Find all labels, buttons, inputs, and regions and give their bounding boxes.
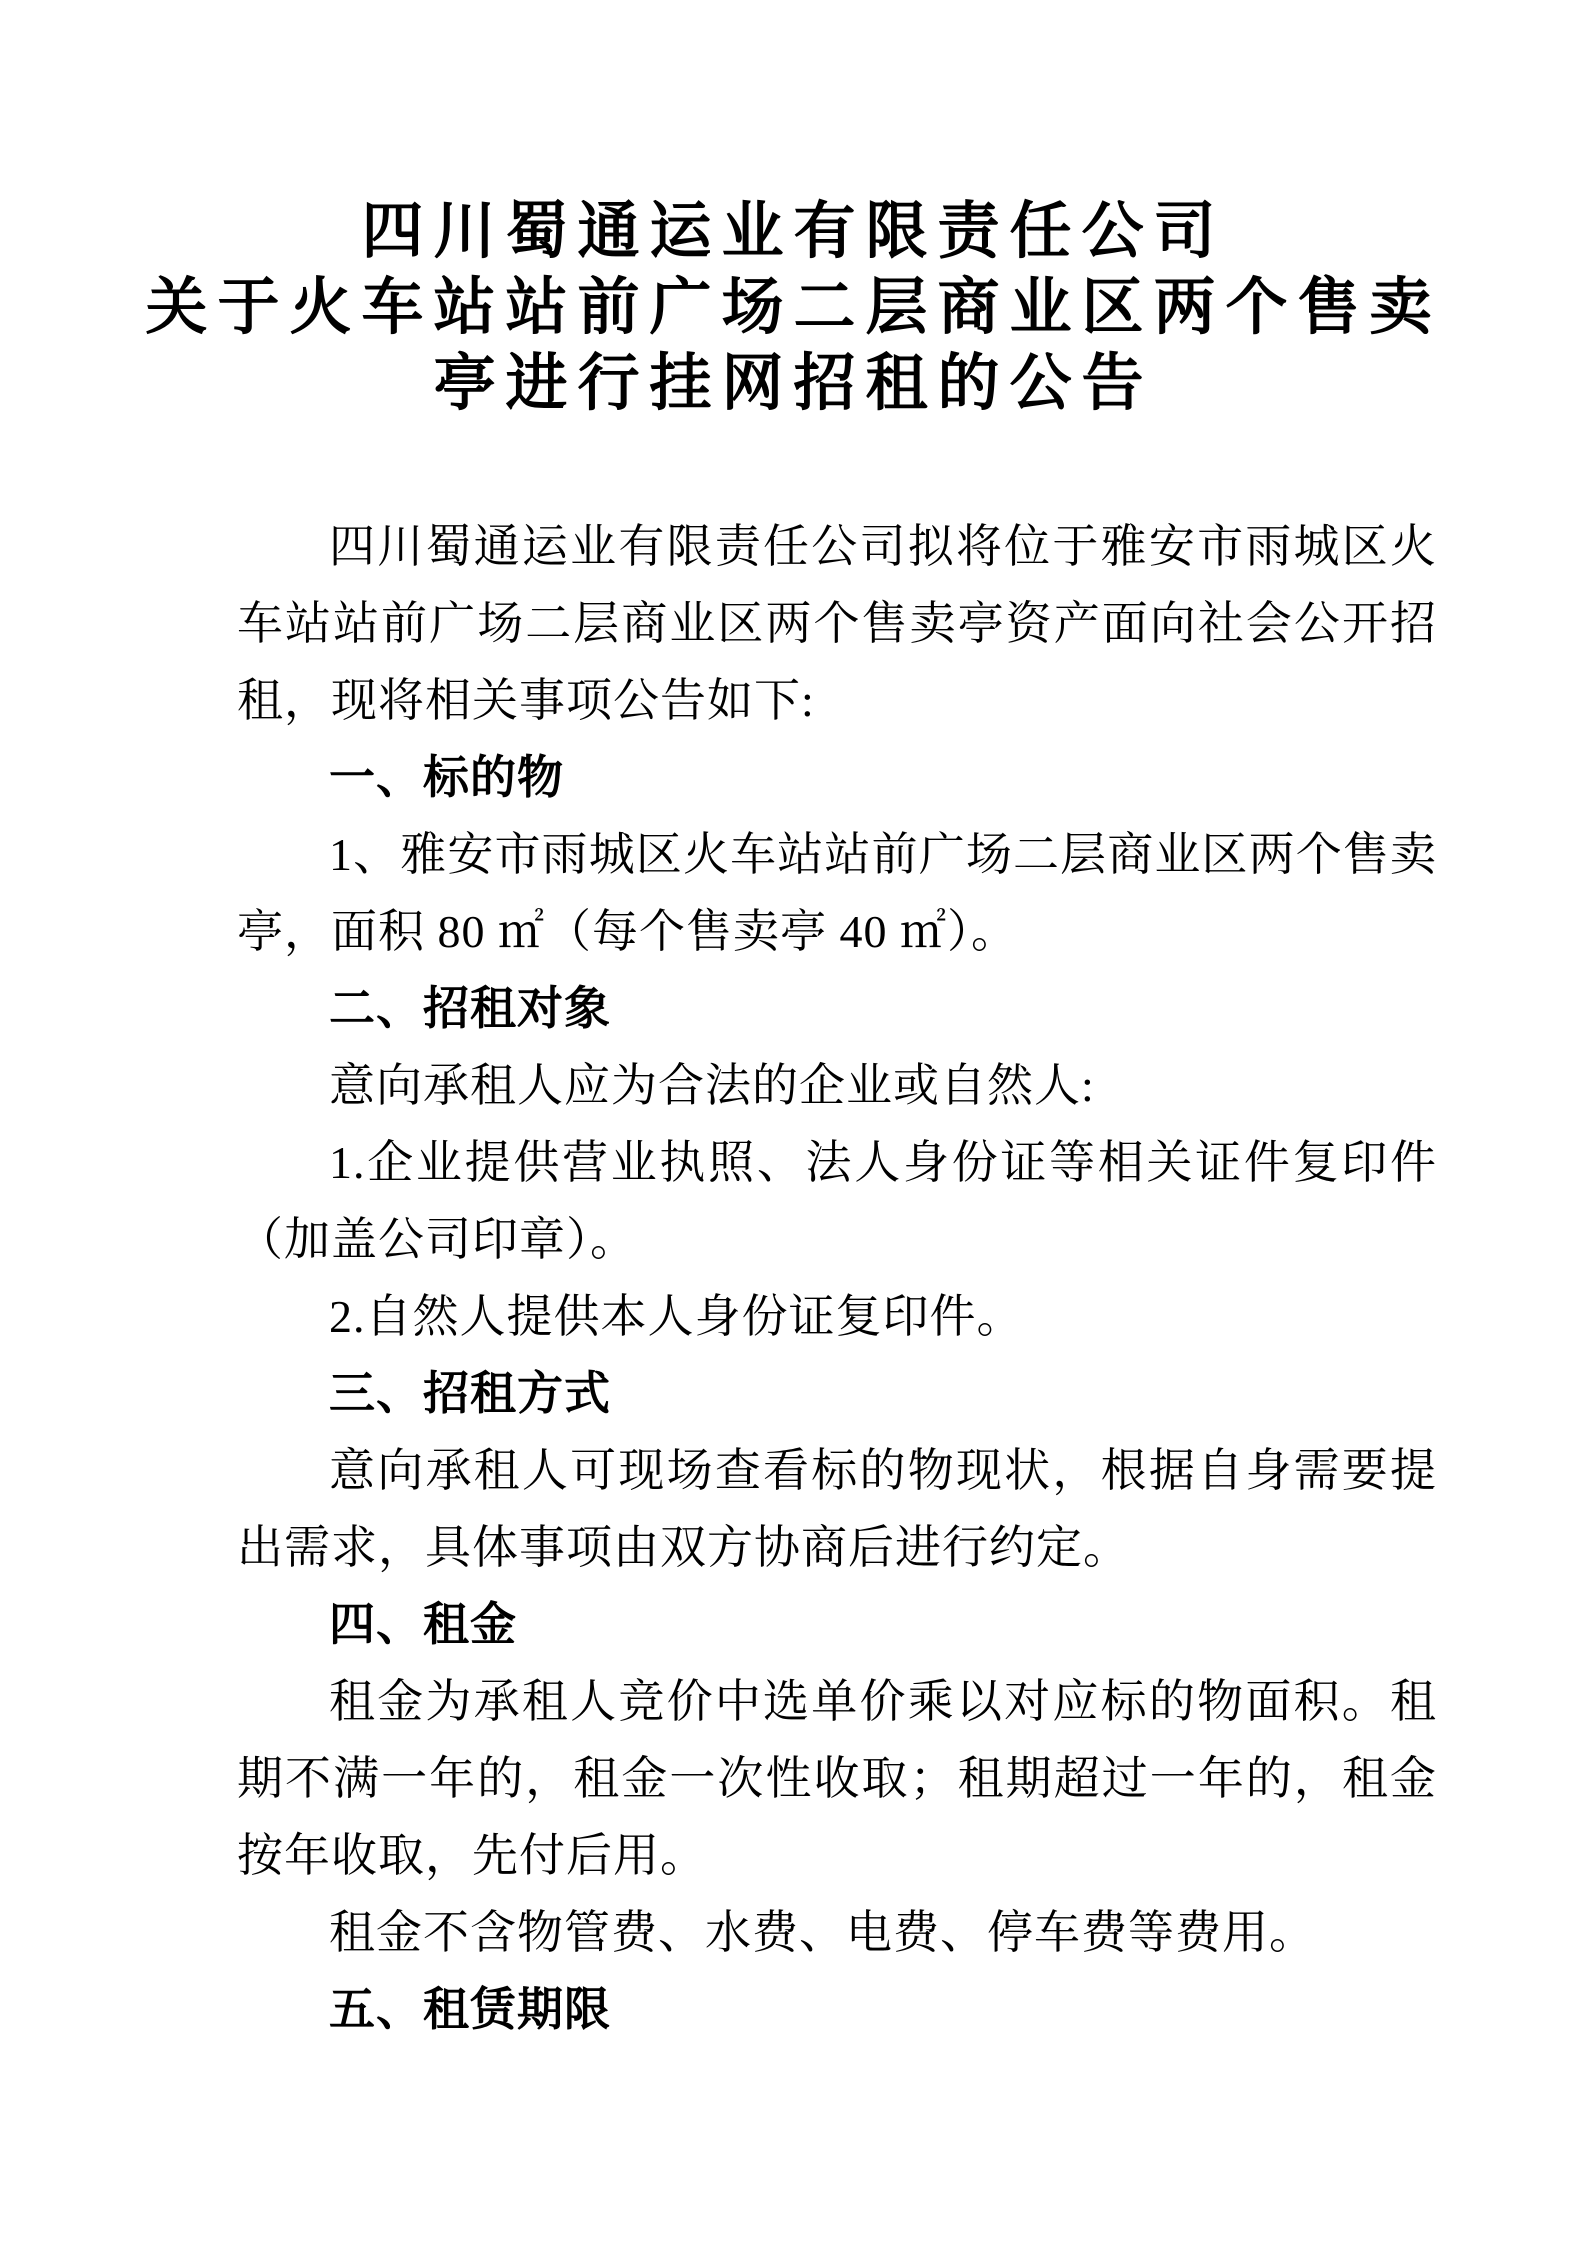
section-heading: 五、租赁期限 [329,1983,611,2035]
section-heading: 一、标的物 [329,751,564,803]
title-line-1: 四川蜀通运业有限责任公司 [361,198,1226,266]
section-heading: 二、招租对象 [329,982,611,1034]
body-paragraph: 1.企业提供营业执照、法人身份证等相关证件复印件（加盖公司印章）。 [237,1137,1437,1265]
body-paragraph: 1、雅安市雨城区火车站站前广场二层商业区两个售卖亭，面积 80 ㎡（每个售卖亭 40 ㎡）。 [237,829,1437,957]
body-paragraph: 意向承租人应为合法的企业或自然人: [329,1060,1095,1111]
body-paragraph: 租金不含物管费、水费、电费、停车费等费用。 [329,1907,1316,1958]
document-body [237,508,1437,2048]
title-line-2: 关于火车站站前广场二层商业区两个售卖 [145,274,1442,342]
body-paragraph: 意向承租人可现场查看标的物现状，根据自身需要提出需求，具体事项由双方协商后进行约定。 [237,1445,1437,1573]
section-heading: 三、招租方式 [329,1367,611,1419]
body-paragraph: 四川蜀通运业有限责任公司拟将位于雅安市雨城区火车站站前广场二层商业区两个售卖亭资产面向社会公开招租，现将相关事项公告如下: [237,521,1437,726]
body-paragraph: 租金为承租人竞价中选单价乘以对应标的物面积。租期不满一年的，租金一次性收取；租期超过一年的，租金按年收取，先付后用。 [237,1676,1437,1881]
document-title [0,0,1587,422]
body-paragraph: 2.自然人提供本人身份证复印件。 [329,1291,1024,1342]
section-heading: 四、租金 [329,1598,517,1650]
title-line-3: 亭进行挂网招租的公告 [433,350,1154,418]
